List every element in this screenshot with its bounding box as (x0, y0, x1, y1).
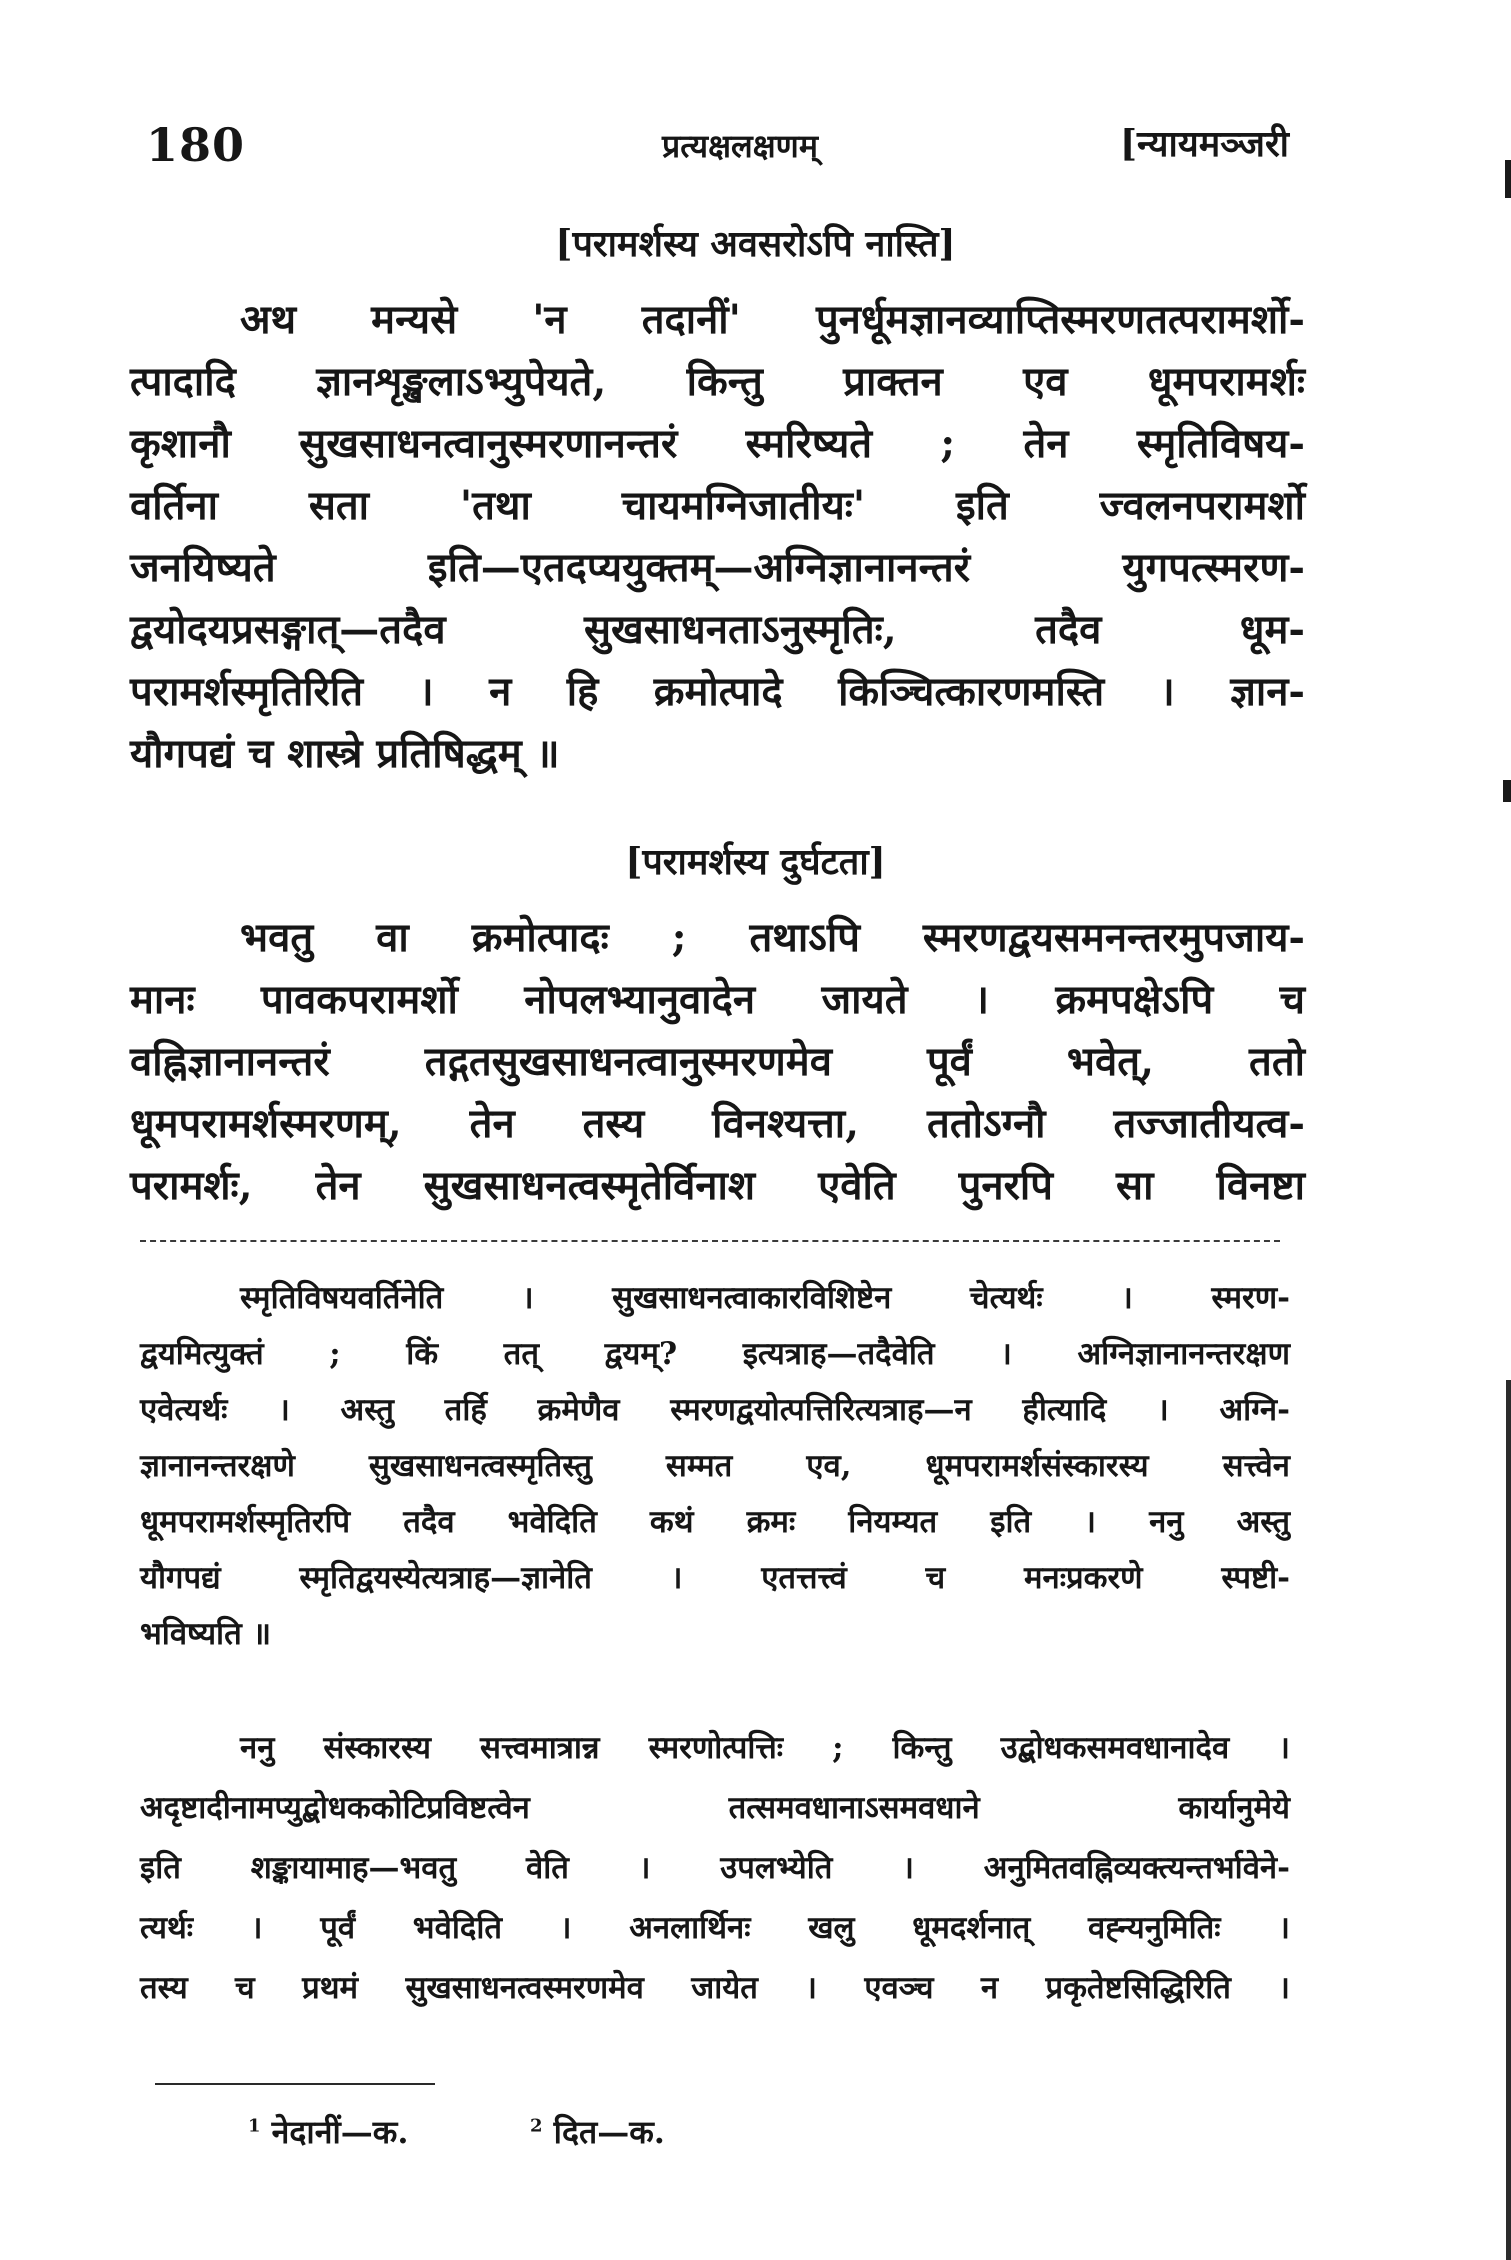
scan-edge-mark (1503, 780, 1511, 802)
running-title: प्रत्यक्षलक्षणम् (662, 127, 818, 165)
commentary-line: धूमपरामर्शस्मृतिरपि तदैव भवेदिति कथं क्रमः नियम्यत इति । ननु अस्तु (140, 1504, 1290, 1540)
commentary-line: द्वयमित्युक्तं ; किं तत् द्वयम्? इत्यत्राह—तदैवेति । अग्निज्ञानानन्तरक्षण (140, 1336, 1290, 1372)
commentary-line: भविष्यति ॥ (140, 1616, 272, 1652)
footnote-marker: 1 (248, 2115, 261, 2137)
footnote-marker: 2 (530, 2115, 543, 2137)
commentary-line: ननु संस्कारस्य सत्त्वमात्रान्न स्मरणोत्पत्तिः ; किन्तु उद्बोधकसमवधानादेव । (240, 1730, 1290, 1766)
body-line: परामर्शस्मृतिरिति । न हि क्रमोत्पादे किञ्चित्कारणमस्ति । ज्ञान- (130, 668, 1305, 715)
body-line: जनयिष्यते इति—एतदप्ययुक्तम्—अग्निज्ञानानन्तरं युगपत्स्मरण- (130, 544, 1305, 591)
page-number: 180 (146, 118, 246, 172)
body-line: कृशानौ सुखसाधनत्वानुस्मरणानन्तरं स्मरिष्यते ; तेन स्मृतिविषय- (130, 420, 1305, 467)
footnote-1 (248, 2110, 408, 2153)
footnote-rule (155, 2083, 435, 2085)
commentary-line: एवेत्यर्थः । अस्तु तर्हि क्रमेणैव स्मरणद्वयोत्पत्तिरित्यत्राह—न हीत्यादि । अग्नि- (140, 1392, 1290, 1428)
section-heading: [परामर्शस्य दुर्घटता] (625, 841, 886, 883)
body-line: भवतु वा क्रमोत्पादः ; तथाऽपि स्मरणद्वयसमनन्तरमुपजाय- (240, 914, 1305, 961)
body-line: त्पादादि ज्ञानशृङ्खलाऽभ्युपेयते, किन्तु प्राक्तन एव धूमपरामर्शः (130, 358, 1305, 405)
commentary-line: त्यर्थः । पूर्वं भवेदिति । अनलार्थिनः खलु धूमदर्शनात् वह्न्यनुमितिः । (140, 1910, 1290, 1946)
commentary-line: स्मृतिविषयवर्तिनेति । सुखसाधनत्वाकारविशिष्टेन चेत्यर्थः । स्मरण- (240, 1280, 1290, 1316)
scan-edge-mark (1506, 1380, 1511, 2260)
scan-edge-mark (1505, 160, 1511, 198)
body-line: धूमपरामर्शस्मरणम्, तेन तस्य विनश्यत्ता, ततोऽग्नौ तज्जातीयत्व- (130, 1100, 1305, 1147)
commentary-line: यौगपद्यं स्मृतिद्वयस्येत्यत्राह—ज्ञानेति । एतत्तत्त्वं च मनःप्रकरणे स्पष्टी- (140, 1560, 1290, 1596)
body-line: यौगपद्यं च शास्त्रे प्रतिषिद्धम् ॥ (130, 730, 560, 777)
body-line: मानः पावकपरामर्शो नोपलभ्यानुवादेन जायते । क्रमपक्षेऽपि च (130, 976, 1305, 1023)
section-heading: [परामर्शस्य अवसरोऽपि नास्ति] (555, 223, 956, 265)
body-line: अथ मन्यसे 'न तदानीं' पुनर्धूमज्ञानव्याप्तिस्मरणतत्परामर्शो- (240, 296, 1305, 343)
body-line: परामर्शः, तेन सुखसाधनत्वस्मृतेर्विनाश एवेति पुनरपि सा विनष्टा (130, 1162, 1305, 1209)
commentary-line: इति शङ्कायामाह—भवतु वेति । उपलभ्येति । अनुमितवह्निव्यक्त्यन्तर्भावेने- (140, 1850, 1290, 1886)
commentary-line: तस्य च प्रथमं सुखसाधनत्वस्मरणमेव जायेत । एवञ्च न प्रकृतेष्टसिद्धिरिति । (140, 1970, 1290, 2006)
body-line: द्वयोदयप्रसङ्गात्—तदैव सुखसाधनताऽनुस्मृतिः, तदैव धूम- (130, 606, 1305, 653)
commentary-line: अदृष्टादीनामप्युद्बोधककोटिप्रविष्टत्वेन तत्समवधानाऽसमवधाने कार्यानुमेये (140, 1790, 1290, 1826)
footnote-text: दित—क. (553, 2113, 665, 2151)
footnote-2 (530, 2110, 665, 2153)
book-title: [न्यायमञ्जरी (1119, 123, 1289, 165)
footnote-text: नेदानीं—क. (271, 2113, 409, 2151)
body-line: वह्निज्ञानानन्तरं तद्गतसुखसाधनत्वानुस्मरणमेव पूर्वं भवेत्, ततो (130, 1038, 1305, 1085)
commentary-divider (140, 1240, 1280, 1242)
body-line: वर्तिना सता 'तथा चायमग्निजातीयः' इति ज्वलनपरामर्शो (130, 482, 1305, 529)
commentary-line: ज्ञानानन्तरक्षणे सुखसाधनत्वस्मृतिस्तु सम्मत एव, धूमपरामर्शसंस्कारस्य सत्त्वेन (140, 1448, 1290, 1484)
